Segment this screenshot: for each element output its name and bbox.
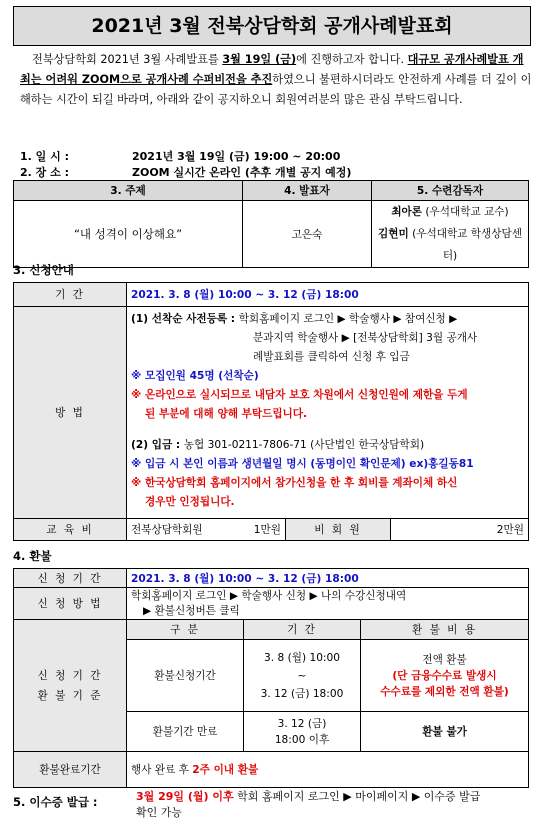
refund-fee-note-b: 수수료를 제외한 전액 환불) bbox=[380, 685, 509, 698]
topic-value: “내 성격이 이상해요” bbox=[14, 201, 243, 268]
note-deposit-name: ※ 입금 시 본인 이름과 생년월일 명시 (동명이인 확인문제) ex)홍길동81 bbox=[131, 458, 474, 470]
certificate-date: 3월 29일 (월) 이후 bbox=[136, 790, 234, 803]
date-label: 1. 일 시 : bbox=[20, 150, 69, 163]
refund-row2-category: 환불기간 만료 bbox=[127, 712, 244, 752]
intro-text-3: 하였으니 불편하시더라도 안전하게 사례를 더 깊이 이해하는 시간이 되길 바라며, 아래와 같이 공지하오니 회원여러분의 많은 관심 부탁드립니다. bbox=[20, 73, 532, 106]
certificate-text bbox=[136, 789, 531, 821]
refund-row1-category: 환불신청기간 bbox=[127, 640, 244, 712]
refund-full: 전액 환불 bbox=[422, 653, 467, 666]
supervisor-cell bbox=[372, 201, 529, 268]
member-label: 전북상담학회원 bbox=[131, 524, 203, 536]
apply-heading: 3. 신청안내 bbox=[13, 263, 74, 277]
refund-standard-label-a: 신 청 기 간 bbox=[37, 669, 103, 682]
note-transfer-b: 경우만 인정됩니다. bbox=[145, 496, 235, 508]
refund-method-text-b: ▶ 환불신청버튼 클릭 bbox=[143, 604, 240, 617]
note-transfer-a: ※ 한국상담학회 홈페이지에서 참가신청을 한 후 회비를 계좌이체 하신 bbox=[131, 477, 458, 489]
apply-method-cell bbox=[127, 307, 529, 519]
topic-table bbox=[13, 180, 529, 268]
fee-label: 교 육 비 bbox=[14, 519, 127, 541]
refund-done-label: 환불완료기간 bbox=[14, 752, 127, 788]
refund-row2-date: 3. 12 (금) bbox=[277, 717, 327, 730]
place-value: ZOOM 실시간 온라인 (추후 개별 공지 예정) bbox=[132, 166, 352, 179]
method-2-head: (2) 입금 : bbox=[131, 439, 184, 451]
nonmember-fee: 2만원 bbox=[391, 519, 529, 541]
refund-done-cell bbox=[127, 752, 529, 788]
refund-row1-tilde: ~ bbox=[297, 669, 307, 682]
note-online-b: 된 부분에 대해 양해 부탁드립니다. bbox=[145, 408, 308, 420]
supervisor-1-affiliation: (우석대학교 교수) bbox=[422, 206, 509, 218]
refund-row2-cost: 환불 불가 bbox=[361, 712, 529, 752]
refund-done-text: 행사 완료 후 bbox=[131, 764, 193, 776]
method-2-text: 농협 301-0211-7806-71 (사단법인 한국상담학회) bbox=[183, 439, 425, 451]
refund-row1-cost bbox=[361, 640, 529, 712]
method-1-text-c: 례발표회를 클릭하여 신청 후 입금 bbox=[253, 351, 410, 363]
apply-period-value: 2021. 3. 8 (월) 10:00 ~ 3. 12 (금) 18:00 bbox=[127, 283, 529, 307]
method-1-head: (1) 선착순 사전등록 : bbox=[131, 313, 239, 325]
refund-row1-start: 3. 8 (월) 10:00 bbox=[264, 651, 340, 664]
supervisor-2-name: 김현미 bbox=[378, 228, 409, 240]
intro-zoom-notice: 대규모 공개사례발표 개최는 어려워 ZOOM으로 공개사례 수퍼비전을 추진 bbox=[20, 53, 524, 86]
refund-row1-period bbox=[244, 640, 361, 712]
supervisor-2-affiliation: (우석대학교 학생상담센터) bbox=[408, 228, 522, 262]
refund-col-period: 기 간 bbox=[244, 620, 361, 640]
refund-row1-end: 3. 12 (금) 18:00 bbox=[260, 687, 344, 700]
certificate-label: 5. 이수증 발급 : bbox=[13, 795, 98, 809]
refund-period-label: 신 청 기 간 bbox=[14, 569, 127, 588]
date-line bbox=[20, 148, 341, 164]
refund-row2-time: 18:00 이후 bbox=[274, 733, 330, 746]
refund-col-category: 구 분 bbox=[127, 620, 244, 640]
nonmember-label: 비 회 원 bbox=[286, 519, 391, 541]
refund-done-highlight: 2주 이내 환불 bbox=[192, 764, 259, 776]
intro-text-1: 전북상담학회 2021년 3월 사례발표를 bbox=[32, 53, 223, 66]
page-title: 2021년 3월 전북상담학회 공개사례발표회 bbox=[13, 6, 531, 46]
place-label: 2. 장 소 : bbox=[20, 166, 69, 179]
refund-method-text-a: 학회홈페이지 로그인 ▶ 학술행사 신청 ▶ 나의 수강신청내역 bbox=[131, 589, 407, 602]
intro-text-2: 에 진행하고자 합니다. bbox=[296, 53, 408, 66]
refund-table bbox=[13, 568, 529, 788]
intro-paragraph bbox=[20, 50, 534, 110]
apply-method-label: 방 법 bbox=[14, 307, 127, 519]
refund-standard-label bbox=[14, 620, 127, 752]
refund-period-value: 2021. 3. 8 (월) 10:00 ~ 3. 12 (금) 18:00 bbox=[127, 569, 529, 588]
refund-row2-period bbox=[244, 712, 361, 752]
apply-table bbox=[13, 282, 529, 541]
certificate-path: 학회 홈페이지 로그인 ▶ 마이페이지 ▶ 이수증 발급 bbox=[233, 790, 481, 803]
certificate-available: 확인 가능 bbox=[136, 806, 183, 819]
method-1-text-a: 학회홈페이지 로그인 ▶ 학술행사 ▶ 참여신청 ▶ bbox=[238, 313, 458, 325]
place-line bbox=[20, 164, 352, 180]
refund-standard-label-b: 환 불 기 준 bbox=[37, 689, 103, 702]
refund-col-cost: 환 불 비 용 bbox=[361, 620, 529, 640]
member-fee-cell bbox=[127, 519, 286, 541]
topic-header: 3. 주제 bbox=[14, 181, 243, 201]
note-online-a: ※ 온라인으로 실시되므로 내담자 보호 차원에서 신청인원에 제한을 두게 bbox=[131, 389, 468, 401]
method-1-text-b: 분과지역 학술행사 ▶ [전북상담학회] 3월 공개사 bbox=[253, 332, 478, 344]
supervisor-1-name: 최아론 bbox=[391, 206, 423, 218]
intro-date: 3월 19일 (금) bbox=[222, 53, 297, 66]
supervisor-header: 5. 수련감독자 bbox=[372, 181, 529, 201]
refund-method-cell bbox=[127, 588, 529, 620]
refund-fee-note-a: (단 금융수수료 발생시 bbox=[392, 669, 497, 682]
presenter-header: 4. 발표자 bbox=[243, 181, 372, 201]
apply-period-label: 기 간 bbox=[14, 283, 127, 307]
date-value: 2021년 3월 19일 (금) 19:00 ~ 20:00 bbox=[132, 150, 341, 163]
refund-method-label: 신 청 방 법 bbox=[14, 588, 127, 620]
presenter-value: 고은숙 bbox=[243, 201, 372, 268]
refund-heading: 4. 환불 bbox=[13, 549, 52, 563]
note-capacity: ※ 모집인원 45명 (선착순) bbox=[131, 370, 259, 382]
member-fee: 1만원 bbox=[253, 524, 281, 536]
